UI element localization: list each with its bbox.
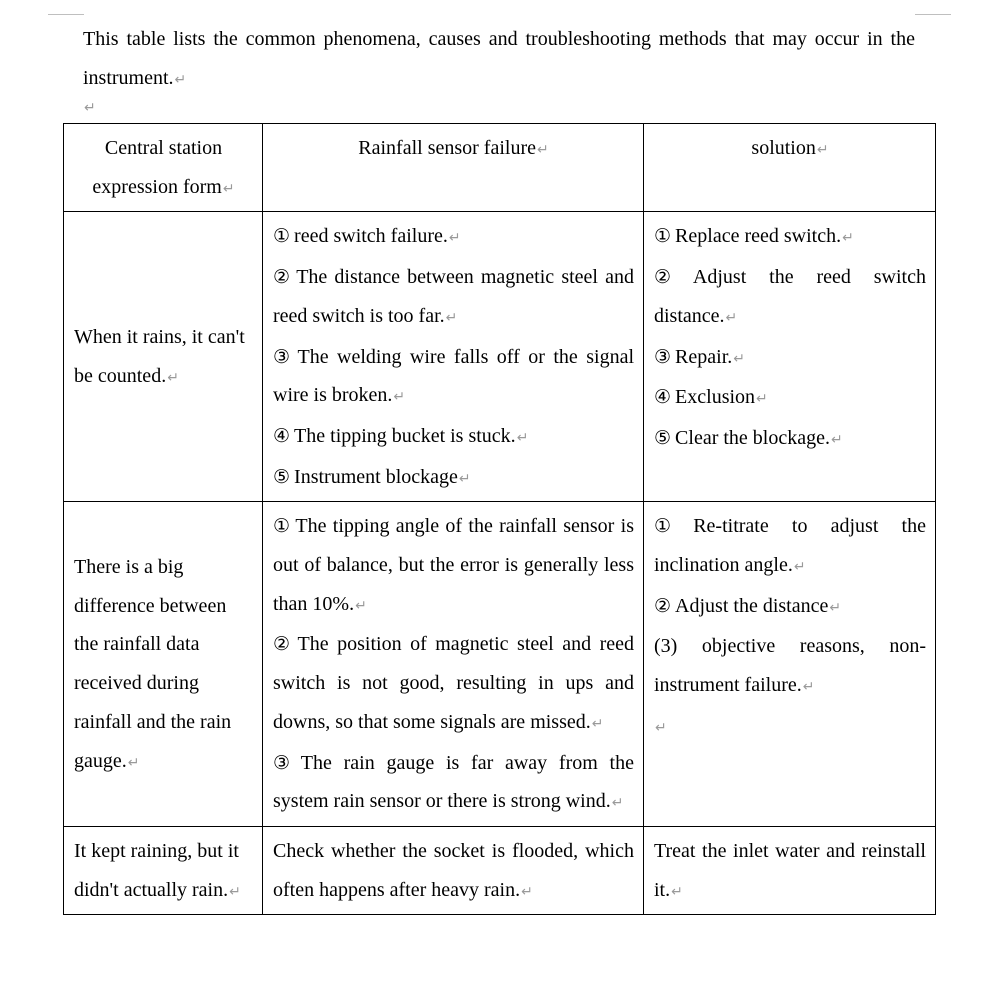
page-corner-mark-right <box>915 14 951 15</box>
paragraph-mark-icon: ↵ <box>536 142 549 158</box>
paragraph-mark-icon: ↵ <box>671 883 683 900</box>
page-corner-mark-left <box>48 14 84 15</box>
item-number: ④ <box>654 386 672 409</box>
cell-paragraph <box>654 587 926 628</box>
cell-paragraph <box>273 625 634 743</box>
item-number: ② <box>654 594 672 617</box>
item-number: ③ <box>654 345 672 368</box>
phenomenon-text: When it rains, it can't be counted. <box>74 326 245 387</box>
cell-paragraph <box>654 419 926 460</box>
table-row <box>64 212 936 502</box>
phenomenon-cell <box>64 502 263 827</box>
item-text: Instrument blockage <box>294 465 458 488</box>
paragraph-mark-icon: ↵ <box>521 883 533 900</box>
paragraph-mark-icon: ↵ <box>829 599 842 616</box>
table-row <box>64 502 936 827</box>
item-number: ② <box>654 266 689 289</box>
header-cell <box>644 124 936 212</box>
intro-text: This table lists the common phenomena, causes and troubleshooting methods that may occur in the instrument. <box>83 28 915 89</box>
table-cell <box>263 502 644 827</box>
paragraph-mark-icon: ↵ <box>516 429 529 446</box>
cell-paragraph <box>654 507 926 586</box>
table-cell <box>644 502 936 827</box>
paragraph-mark-icon: ↵ <box>793 559 806 576</box>
empty-paragraph <box>83 92 96 120</box>
cell-paragraph <box>654 217 926 258</box>
paragraph-mark-icon: ↵ <box>802 679 815 696</box>
item-text: Adjust the distance <box>675 594 829 617</box>
cell-paragraph <box>654 258 926 337</box>
paragraph-mark-icon: ↵ <box>448 230 461 247</box>
cell-paragraph <box>273 338 634 417</box>
cell-paragraph <box>273 258 634 337</box>
paragraph-mark-icon: ↵ <box>611 795 624 812</box>
table-row <box>64 826 936 914</box>
paragraph-mark-icon: ↵ <box>458 470 471 487</box>
paragraph-mark-icon: ↵ <box>229 883 241 900</box>
paragraph-mark-icon: ↵ <box>445 309 458 326</box>
item-number: ② <box>273 633 294 656</box>
table-cell <box>263 826 644 914</box>
item-number: ① <box>654 515 690 538</box>
header-failure: Rainfall sensor failure <box>358 137 536 159</box>
header-cell <box>64 124 263 212</box>
item-text: Replace reed switch. <box>675 225 842 248</box>
item-text: The tipping angle of the rainfall sensor is out of balance, but the error is generally less than 10%. <box>273 515 634 615</box>
cell-paragraph <box>654 832 926 911</box>
item-number: ⑤ <box>273 465 291 488</box>
phenomenon-text: It kept raining, but it didn't actually rain. <box>74 839 239 901</box>
paragraph-mark-icon: ↵ <box>830 431 843 448</box>
cell-paragraph <box>654 627 926 706</box>
paragraph-mark-icon: ↵ <box>84 100 96 116</box>
item-text: The position of magnetic steel and reed switch is not good, resulting in ups and downs, so that some signals are missed. <box>273 633 634 733</box>
item-number: ③ <box>273 345 294 368</box>
item-number: ① <box>654 225 672 248</box>
paragraph-mark-icon: ↵ <box>174 71 187 88</box>
header-cell <box>263 124 644 212</box>
item-number: ④ <box>273 424 291 447</box>
table-cell <box>644 826 936 914</box>
item-text: Treat the inlet water and reinstall it. <box>654 839 926 901</box>
cell-paragraph <box>273 417 634 458</box>
item-text: Re-titrate to adjust the inclination angle. <box>654 515 926 577</box>
paragraph-mark-icon: ↵ <box>393 389 406 406</box>
item-text: The distance between magnetic steel and reed switch is too far. <box>273 266 634 327</box>
cell-paragraph <box>654 338 926 379</box>
item-number: ③ <box>273 751 297 774</box>
paragraph-mark-icon: ↵ <box>842 230 854 247</box>
paragraph-mark-icon: ↵ <box>167 369 179 386</box>
intro-paragraph <box>83 20 915 99</box>
troubleshooting-table <box>63 123 936 915</box>
header-phenomenon: Central station expression form <box>92 137 223 198</box>
paragraph-mark-icon: ↵ <box>655 719 667 736</box>
cell-paragraph <box>273 217 634 258</box>
item-text: Exclusion <box>675 386 756 409</box>
paragraph-mark-icon: ↵ <box>222 180 235 197</box>
item-text: The rain gauge is far away from the system rain sensor or there is strong wind. <box>273 751 634 813</box>
header-row <box>64 124 936 212</box>
cell-paragraph <box>273 507 634 625</box>
paragraph-mark-icon: ↵ <box>355 597 367 614</box>
phenomenon-cell <box>64 212 263 502</box>
item-text: Adjust the reed switch distance. <box>654 266 926 327</box>
paragraph-mark-icon: ↵ <box>756 391 768 408</box>
table-cell <box>263 212 644 502</box>
item-text: Clear the blockage. <box>675 426 830 449</box>
cell-paragraph <box>273 458 634 499</box>
item-text: reed switch failure. <box>294 225 448 248</box>
item-number: ⑤ <box>654 426 672 449</box>
table-cell <box>644 212 936 502</box>
cell-paragraph <box>273 744 634 823</box>
item-text: Check whether the socket is flooded, which often happens after heavy rain. <box>273 839 634 901</box>
item-number: ② <box>273 266 293 289</box>
item-text: Repair. <box>675 345 733 368</box>
cell-paragraph <box>273 832 634 911</box>
cell-paragraph <box>654 378 926 419</box>
header-solution: solution <box>751 137 816 159</box>
item-text: The tipping bucket is stuck. <box>294 424 516 447</box>
item-number: ① <box>273 225 291 248</box>
paragraph-mark-icon: ↵ <box>816 142 829 158</box>
phenomenon-cell <box>64 826 263 914</box>
paragraph-mark-icon: ↵ <box>733 350 745 367</box>
item-text: (3) objective reasons, non-instrument failure. <box>654 635 926 697</box>
item-text: The welding wire falls off or the signal wire is broken. <box>273 345 634 407</box>
cell-paragraph <box>654 707 926 748</box>
phenomenon-text: There is a big difference between the rainfall data received during rainfall and the rain gauge. <box>74 556 232 772</box>
item-number: ① <box>273 515 292 538</box>
paragraph-mark-icon: ↵ <box>127 754 140 771</box>
paragraph-mark-icon: ↵ <box>725 309 738 326</box>
paragraph-mark-icon: ↵ <box>591 715 604 732</box>
